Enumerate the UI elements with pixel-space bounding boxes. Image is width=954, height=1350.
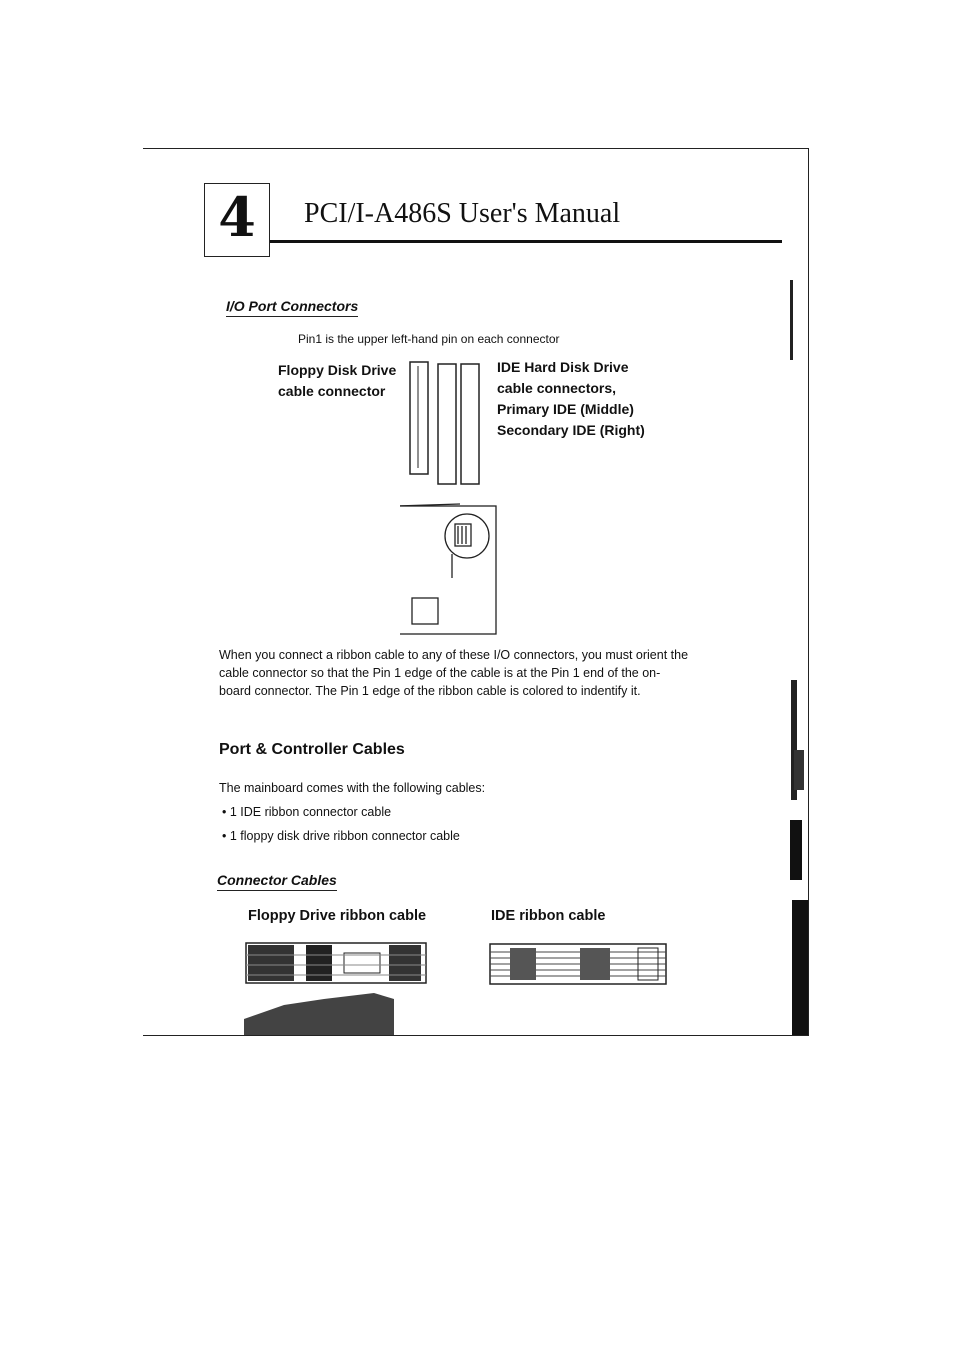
mainboard-outline	[400, 504, 496, 634]
page-frame-right	[808, 148, 809, 1036]
list-item: • 1 floppy disk drive ribbon connector cable	[222, 829, 460, 843]
floppy-connector-label: Floppy Disk Drive cable connector	[278, 362, 397, 399]
io-connector-diagram	[400, 358, 500, 638]
floppy-connector	[410, 362, 428, 474]
ide-cable-caption: IDE ribbon cable	[491, 908, 606, 924]
page-frame-top	[143, 148, 809, 149]
section-title-connector-cables: Connector Cables	[217, 872, 337, 891]
page-frame-bottom	[143, 1035, 809, 1036]
pin-note: Pin1 is the upper left-hand pin on each connector	[298, 332, 560, 346]
title-rule	[270, 240, 782, 243]
ide-ribbon-cable-illustration	[488, 938, 670, 990]
page-title: PCI/I-A486S User's Manual	[304, 198, 621, 229]
chapter-number: 4	[218, 185, 256, 249]
cables-intro: The mainboard comes with the following cables:	[219, 781, 486, 795]
floppy-cable-caption: Floppy Drive ribbon cable	[248, 908, 427, 924]
section-title-io-ports: I/O Port Connectors	[226, 298, 358, 317]
scan-edge-artifact	[790, 280, 808, 1035]
floppy-ribbon-cable-illustration	[244, 935, 430, 1035]
list-item: • 1 IDE ribbon connector cable	[222, 805, 392, 819]
primary-ide-connector	[438, 364, 456, 484]
heading-port-controller-cables: Port & Controller Cables	[219, 741, 405, 758]
orientation-paragraph: When you connect a ribbon cable to any of these I/O connectors, you must orient the cable connector so that the Pin 1 edge of the cable is at the Pin 1 end of the on-board connector. The Pin 1 edge of the ribbon cable is colored to indentify it.	[219, 648, 689, 698]
ide-connector-label: IDE Hard Disk Drive cable connectors, Primary IDE (Middle) Secondary IDE (Right)	[497, 359, 645, 438]
secondary-ide-connector	[461, 364, 479, 484]
